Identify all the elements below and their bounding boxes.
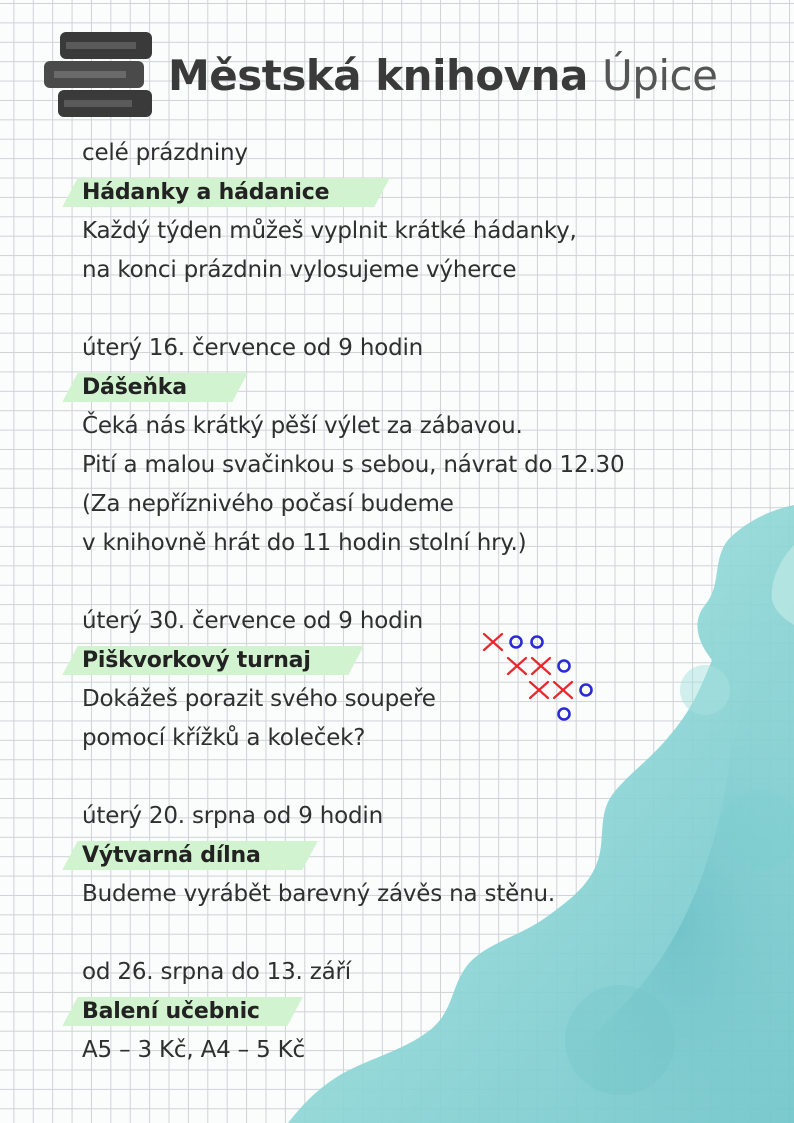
event-title-text: Balení učebnic — [82, 999, 260, 1024]
event-description-line: v knihovně hrát do 11 hodin stolní hry.) — [82, 530, 527, 556]
event-title — [82, 992, 682, 1031]
event-description-line: pomocí křížků a koleček? — [82, 725, 366, 751]
tic-tac-toe-icon — [478, 630, 598, 730]
page-title — [168, 46, 718, 106]
event-title-text: Dášeňka — [82, 375, 187, 400]
title-bold: Městská knihovna — [168, 51, 588, 100]
event-date: celé prázdniny — [82, 140, 248, 166]
event-title — [82, 368, 682, 407]
event-description-line: (Za nepříznivého počasí budeme — [82, 491, 454, 517]
event-list — [82, 134, 682, 1070]
event-description-line: Každý týden můžeš vyplnit krátké hádanky, — [82, 218, 577, 244]
event-description-line: Dokážeš porazit svého soupeře — [82, 686, 436, 712]
title-light: Úpice — [601, 51, 718, 100]
event-title-text: Výtvarná dílna — [82, 843, 261, 868]
event-title-text: Piškvorkový turnaj — [82, 648, 311, 673]
event-date: od 26. srpna do 13. září — [82, 959, 351, 985]
event-description-line: Čeká nás krátký pěší výlet za zábavou. — [82, 413, 523, 439]
event-title — [82, 836, 682, 875]
event-title — [82, 173, 682, 212]
event-date: úterý 16. července od 9 hodin — [82, 335, 424, 361]
event-description-line: Budeme vyrábět barevný závěs na stěnu. — [82, 881, 555, 907]
event-date: úterý 20. srpna od 9 hodin — [82, 803, 383, 829]
event-date: úterý 30. července od 9 hodin — [82, 608, 424, 634]
event-description-line: na konci prázdnin vylosujeme výherce — [82, 257, 517, 283]
event-description-line: A5 – 3 Kč, A4 – 5 Kč — [82, 1037, 305, 1063]
event-description-line: Pití a malou svačinkou s sebou, návrat do 12.30 — [82, 452, 625, 478]
stacked-books-icon — [44, 32, 154, 118]
event-title-text: Hádanky a hádanice — [82, 180, 330, 205]
